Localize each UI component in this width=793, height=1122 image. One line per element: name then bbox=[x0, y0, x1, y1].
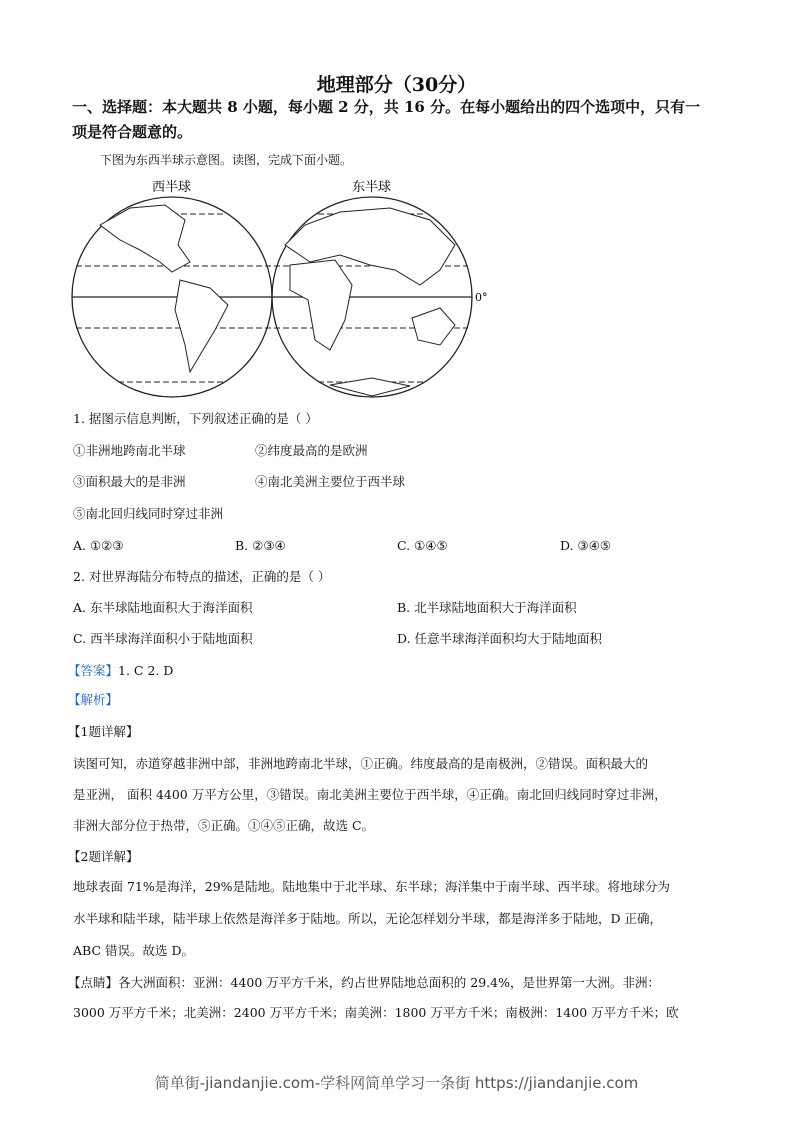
section-heading-cont: 项是符合题意的。 bbox=[72, 123, 193, 141]
q1-statement: ②纬度最高的是欧洲 bbox=[255, 443, 368, 458]
q2-option-d[interactable]: D. 任意半球海洋面积均大于陆地面积 bbox=[397, 631, 603, 646]
section-heading: 一、选择题：本大题共 8 小题，每小题 2 分，共 16 分。在每小题给出的四个选项中，只有一 bbox=[72, 98, 701, 116]
footer-watermark: 简单街-jiandanjie.com-学科网简单学习一条街 https://jiandanjie.com bbox=[154, 1074, 639, 1092]
q1-stem: 1. 据图示信息判断，下列叙述正确的是（ ） bbox=[73, 411, 318, 426]
tip-line: 3000 万平方千米；北美洲：2400 万平方千米；南美洲：1800 万平方千米；南极洲：1400 万平方千米；欧 bbox=[73, 1005, 679, 1020]
equator-label: 0° bbox=[475, 291, 488, 304]
q1-statement: ④南北美洲主要位于西半球 bbox=[255, 474, 406, 489]
detail2-line: 水半球和陆半球，陆半球上依然是海洋多于陆地。所以，无论怎样划分半球，都是海洋多于陆地，D 正确， bbox=[73, 911, 662, 926]
q1-statement: ①非洲地跨南北半球 bbox=[73, 443, 186, 458]
page-title: 地理部分（30分） bbox=[316, 74, 477, 96]
hemispheres-map bbox=[0, 0, 793, 420]
detail1-heading: 【1题详解】 bbox=[68, 724, 139, 739]
answer-text: 1. C 2. D bbox=[118, 663, 174, 678]
west-label: 西半球 bbox=[152, 180, 192, 195]
q2-stem: 2. 对世界海陆分布特点的描述，正确的是（ ） bbox=[73, 569, 331, 584]
q2-option-a[interactable]: A. 东半球陆地面积大于海洋面积 bbox=[73, 600, 253, 615]
detail2-line: ABC 错误。故选 D。 bbox=[73, 943, 194, 958]
tip-label: 【点睛】 bbox=[68, 975, 119, 990]
tip-line: 各大洲面积：亚洲：4400 万平方千米，约占世界陆地总面积的 29.4%，是世界第一大洲。非洲： bbox=[118, 975, 660, 990]
figure-intro: 下图为东西半球示意图。读图，完成下面小题。 bbox=[100, 153, 353, 167]
q1-option-a[interactable]: A. ①②③ bbox=[73, 538, 124, 553]
q1-option-b[interactable]: B. ②③④ bbox=[235, 538, 286, 553]
q1-option-c[interactable]: C. ①④⑤ bbox=[397, 538, 448, 553]
detail1-line: 是亚洲， 面积 4400 万平方公里，③错误。南北美洲主要位于西半球，④正确。南北回归线同时穿过非洲， bbox=[73, 787, 667, 802]
q1-statement: ③面积最大的是非洲 bbox=[73, 474, 186, 489]
q1-statement: ⑤南北回归线同时穿过非洲 bbox=[73, 506, 224, 521]
q2-option-b[interactable]: B. 北半球陆地面积大于海洋面积 bbox=[397, 600, 577, 615]
answer-label: 【答案】 bbox=[68, 663, 119, 678]
east-label: 东半球 bbox=[352, 180, 392, 195]
detail2-heading: 【2题详解】 bbox=[68, 849, 139, 864]
detail1-line: 读图可知，赤道穿越非洲中部，非洲地跨南北半球，①正确。纬度最高的是南极洲，②错误。面积最大的 bbox=[73, 756, 649, 771]
q1-option-d[interactable]: D. ③④⑤ bbox=[560, 538, 612, 553]
detail2-line: 地球表面 71%是海洋，29%是陆地。陆地集中于北半球、东半球；海洋集中于南半球、西半球。将地球分为 bbox=[73, 879, 671, 894]
detail1-line: 非洲大部分位于热带，⑤正确。①④⑤正确，故选 C。 bbox=[73, 818, 375, 833]
continents bbox=[100, 205, 455, 396]
analysis-label: 【解析】 bbox=[68, 692, 119, 707]
q2-option-c[interactable]: C. 西半球海洋面积小于陆地面积 bbox=[73, 631, 253, 646]
